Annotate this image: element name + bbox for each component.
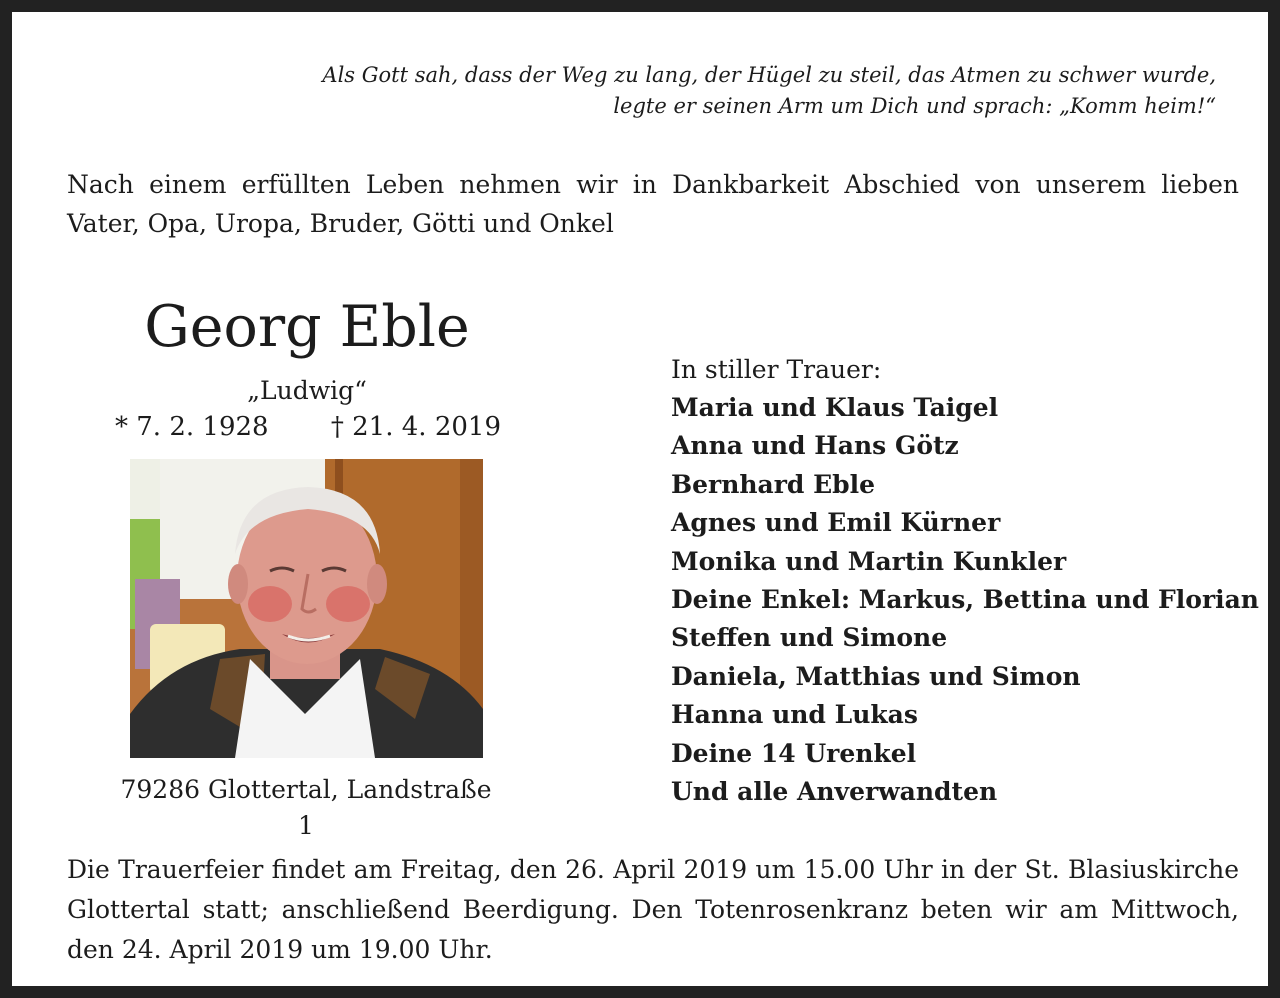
- service-announcement: Die Trauerfeier findet am Freitag, den 26. April 2019 um 15.00 Uhr in der St. Blasiuskirche Glottertal statt; anschließend Beerdigung. Den Totenrosenkranz beten wir am Mittwoch, den 24. April 2019 um 19.00 Uhr.: [67, 855, 1239, 964]
- quote-line-1: Als Gott sah, dass der Weg zu lang, der Hügel zu steil, das Atmen zu schwer wurde,: [322, 63, 1216, 87]
- mourner-line: Anna und Hans Götz: [671, 431, 959, 461]
- mourner-line: Und alle Anverwandten: [671, 777, 998, 807]
- mourner-line: Agnes und Emil Kürner: [671, 508, 1001, 538]
- birth-date: * 7. 2. 1928: [115, 412, 269, 442]
- mourners-block: [671, 351, 1259, 811]
- intro-text: Nach einem erfüllten Leben nehmen wir in Dankbarkeit Abschied von unserem lieben Vater, Opa, Uropa, Bruder, Götti und Onkel: [67, 170, 1239, 238]
- mourner-line: Daniela, Matthias und Simon: [671, 661, 1081, 691]
- mourner-line: Steffen und Simone: [671, 623, 948, 653]
- mourner-line: Maria und Klaus Taigel: [671, 393, 999, 422]
- death-date: † 21. 4. 2019: [330, 412, 501, 442]
- mourner-line: Hanna und Lukas: [671, 700, 918, 730]
- mourner-line: Bernhard Eble: [671, 469, 876, 499]
- mourner-line: Monika und Martin Kunkler: [671, 546, 1067, 576]
- mourners-lead: In stiller Trauer:: [671, 355, 882, 384]
- portrait-photo: [130, 459, 483, 758]
- deceased-nickname: „Ludwig“: [247, 376, 367, 405]
- mourner-line: Deine Enkel: Markus, Bettina und Florian: [671, 585, 1259, 615]
- deceased-address: 79286 Glottertal, Landstraße 1: [120, 775, 492, 840]
- life-dates: [115, 410, 501, 444]
- quote-line-2: legte er seinen Arm um Dich und sprach: „Komm heim!“: [613, 94, 1216, 118]
- mourner-line: Deine 14 Urenkel: [671, 738, 917, 768]
- memorial-quote: [216, 60, 1216, 122]
- deceased-name: Georg Eble: [144, 294, 470, 360]
